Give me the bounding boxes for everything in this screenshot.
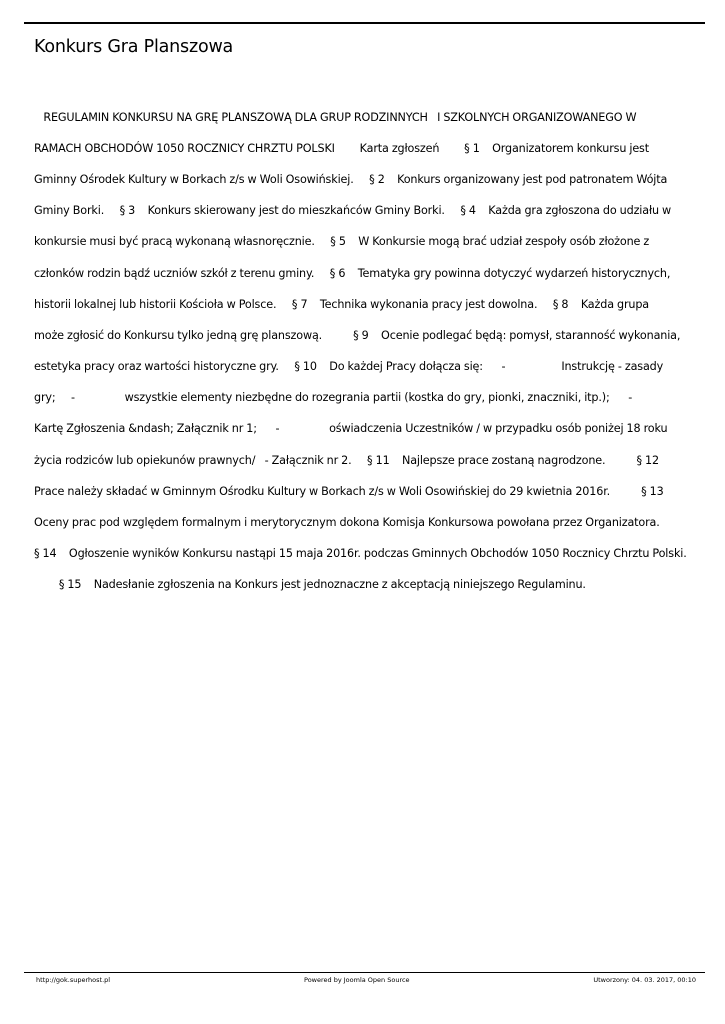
article-line: Gminny Ośrodek Kultury w Borkach z/s w Woli Osowińskiej. § 2 Konkurs organizowany jest pod patronatem Wójta <box>34 172 668 186</box>
footer-divider <box>24 972 705 973</box>
article-line: gry; - wszystkie elementy niezbędne do rozegrania partii (kostka do gry, pionki, znaczniki, itp.); - <box>34 391 633 405</box>
article-line: Kartę Zgłoszenia &ndash; Załącznik nr 1; - oświadczenia Uczestników / w przypadku osób poniżej 18 roku <box>34 422 668 436</box>
article-line: REGULAMIN KONKURSU NA GRĘ PLANSZOWĄ DLA GRUP RODZINNYCH I SZKOLNYCH ORGANIZOWANEGO W <box>34 110 637 124</box>
footer-created-date: Utworzony: 04. 03. 2017, 00:10 <box>593 976 696 984</box>
article-line: Gminy Borki. § 3 Konkurs skierowany jest do mieszkańców Gminy Borki. § 4 Każda gra zgłoszona do udziału w <box>34 204 672 218</box>
footer-powered-by: Powered by Joomla Open Source <box>304 976 410 984</box>
page-footer <box>36 975 696 987</box>
article-line: Oceny prac pod względem formalnym i merytorycznym dokona Komisja Konkursowa powołana przez Organizatora. <box>34 516 660 530</box>
article-line: RAMACH OBCHODÓW 1050 ROCZNICY CHRZTU POLSKI Karta zgłoszeń § 1 Organizatorem konkursu jest <box>34 141 649 155</box>
article-line: członków rodzin bądź uczniów szkół z terenu gminy. § 6 Tematyka gry powinna dotyczyć wydarzeń historycznych, <box>34 266 671 280</box>
article-line: Prace należy składać w Gminnym Ośrodku Kultury w Borkach z/s w Woli Osowińskiej do 29 kwietnia 2016r. § 13 <box>34 484 664 498</box>
footer-site-url: http://gok.superhost.pl <box>36 976 111 984</box>
top-divider <box>24 22 705 24</box>
page-title: Konkurs Gra Planszowa <box>34 37 234 57</box>
article-line: może zgłosić do Konkursu tylko jedną grę planszową. § 9 Ocenie podlegać będą: pomysł, staranność wykonania, <box>34 328 681 342</box>
article-body <box>34 94 688 609</box>
article-line: historii lokalnej lub historii Kościoła w Polsce. § 7 Technika wykonania pracy jest dowolna. § 8 Każda grupa <box>34 297 650 311</box>
article-line: § 15 Nadesłanie zgłoszenia na Konkurs jest jednoznaczne z akceptacją niniejszego Regulaminu. <box>34 578 586 592</box>
article-line: życia rodziców lub opiekunów prawnych/ - Załącznik nr 2. § 11 Najlepsze prace zostaną nagrodzone. § 12 <box>34 453 659 467</box>
article-line: § 14 Ogłoszenie wyników Konkursu nastąpi 15 maja 2016r. podczas Gminnych Obchodów 1050 Rocznicy Chrztu Polski. <box>34 547 687 561</box>
article-line: konkursie musi być pracą wykonaną własnoręcznie. § 5 W Konkursie mogą brać udział zespoły osób złożone z <box>34 235 650 249</box>
article-line: estetyka pracy oraz wartości historyczne gry. § 10 Do każdej Pracy dołącza się: - Instrukcję - zasady <box>34 360 664 374</box>
